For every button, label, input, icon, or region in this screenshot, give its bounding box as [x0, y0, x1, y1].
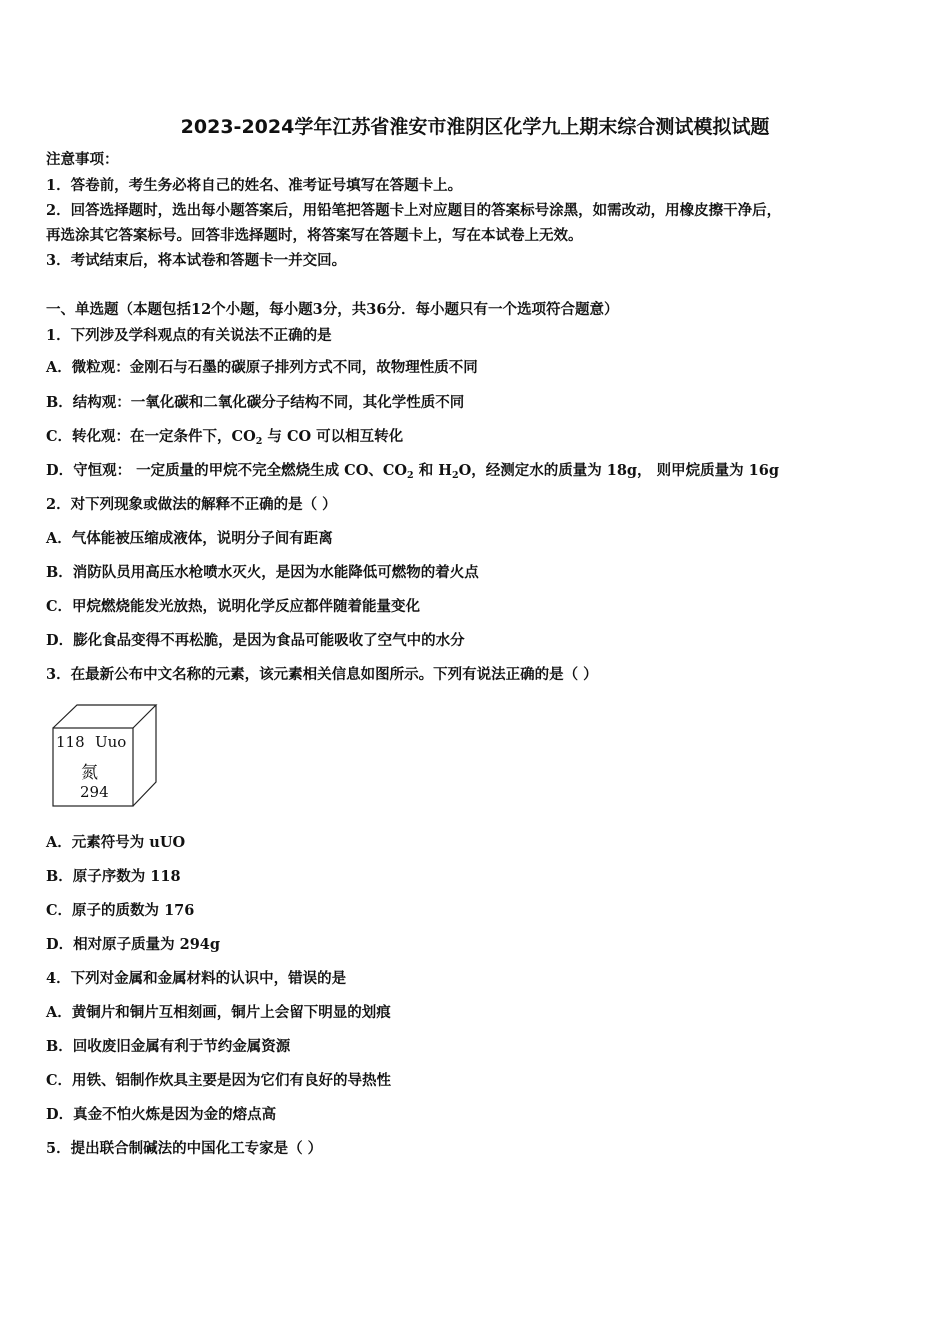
q3-option-a: A．元素符号为 uUO — [46, 834, 186, 851]
notice-item: 再选涂其它答案标号。回答非选择题时，将答案写在答题卡上，写在本试卷上无效。 — [46, 227, 583, 244]
cube-side-face — [133, 705, 156, 806]
subscript: 2 — [451, 470, 459, 481]
q4-stem: 4．下列对金属和金属材料的认识中，错误的是 — [46, 970, 347, 987]
q1-stem: 1．下列涉及学科观点的有关说法不正确的是 — [46, 327, 332, 344]
q2-option-c: C．甲烷燃烧能发光放热，说明化学反应都伴随着能量变化 — [46, 598, 421, 615]
q2-option-b: B．消防队员用高压水枪喷水灭火，是因为水能降低可燃物的着火点 — [46, 564, 479, 581]
q1-option-d-text: O，经测定水的质量为 18g， 则甲烷质量为 16g — [458, 462, 779, 479]
q3-option-d: D．相对原子质量为 294g — [46, 936, 221, 953]
notice-item: 2．回答选择题时，选出每小题答案后，用铅笔把答题卡上对应题目的答案标号涂黑，如需改动，用橡皮擦干净后， — [46, 202, 782, 219]
q5-stem: 5．提出联合制碱法的中国化工专家是（ ） — [46, 1140, 323, 1157]
q4-option-c: C．用铁、铝制作炊具主要是因为它们有良好的导热性 — [46, 1072, 392, 1089]
q1-option-c-text: 与 CO 可以相互转化 — [262, 428, 404, 445]
element-atomic-number: 118 — [56, 733, 85, 751]
q3-stem: 3．在最新公布中文名称的元素，该元素相关信息如图所示。下列有说法正确的是（ ） — [46, 666, 598, 683]
q1-option-d — [46, 461, 779, 486]
q4-option-b: B．回收废旧金属有利于节约金属资源 — [46, 1038, 291, 1055]
notice-heading: 注意事项： — [46, 151, 119, 168]
q2-stem: 2．对下列现象或做法的解释不正确的是（ ） — [46, 496, 337, 513]
notice-item: 1．答卷前，考生务必将自己的姓名、准考证号填写在答题卡上。 — [46, 177, 463, 194]
subscript: 2 — [407, 470, 414, 481]
section-heading: 一、单选题（本题包括12个小题，每小题3分，共36分．每小题只有一个选项符合题意） — [46, 301, 619, 318]
page-title: 2023-2024学年江苏省淮安市淮阴区化学九上期末综合测试模拟试题 — [180, 116, 770, 138]
q2-option-d: D．膨化食品变得不再松脆，是因为食品可能吸收了空气中的水分 — [46, 632, 465, 649]
q3-option-c: C．原子的质数为 176 — [46, 902, 195, 919]
q4-option-d: D．真金不怕火炼是因为金的熔点高 — [46, 1106, 277, 1123]
q4-option-a: A．黄铜片和铜片互相刻画，铜片上会留下明显的划痕 — [46, 1004, 391, 1021]
cube-top-face — [53, 705, 156, 728]
q1-option-d-text: D．守恒观： 一定质量的甲烷不完全燃烧生成 CO、CO — [46, 462, 408, 479]
q1-option-c-text: C．转化观：在一定条件下，CO — [46, 428, 256, 445]
notice-item: 3．考试结束后，将本试卷和答题卡一并交回。 — [46, 252, 347, 269]
element-name: 氮 — [81, 763, 98, 783]
q1-option-d-text: 和 H — [413, 462, 452, 479]
element-mass: 294 — [80, 783, 109, 801]
q2-option-a: A．气体能被压缩成液体，说明分子间有距离 — [46, 530, 333, 547]
q1-option-a: A．微粒观：金刚石与石墨的碳原子排列方式不同，故物理性质不同 — [46, 359, 478, 376]
q1-option-b: B．结构观：一氧化碳和二氧化碳分子结构不同，其化学性质不同 — [46, 394, 465, 411]
element-symbol: Uuo — [95, 733, 127, 751]
subscript: 2 — [255, 436, 263, 447]
q1-option-c — [46, 427, 403, 452]
q3-option-b: B．原子序数为 118 — [46, 868, 181, 885]
element-cell-figure — [50, 702, 160, 810]
